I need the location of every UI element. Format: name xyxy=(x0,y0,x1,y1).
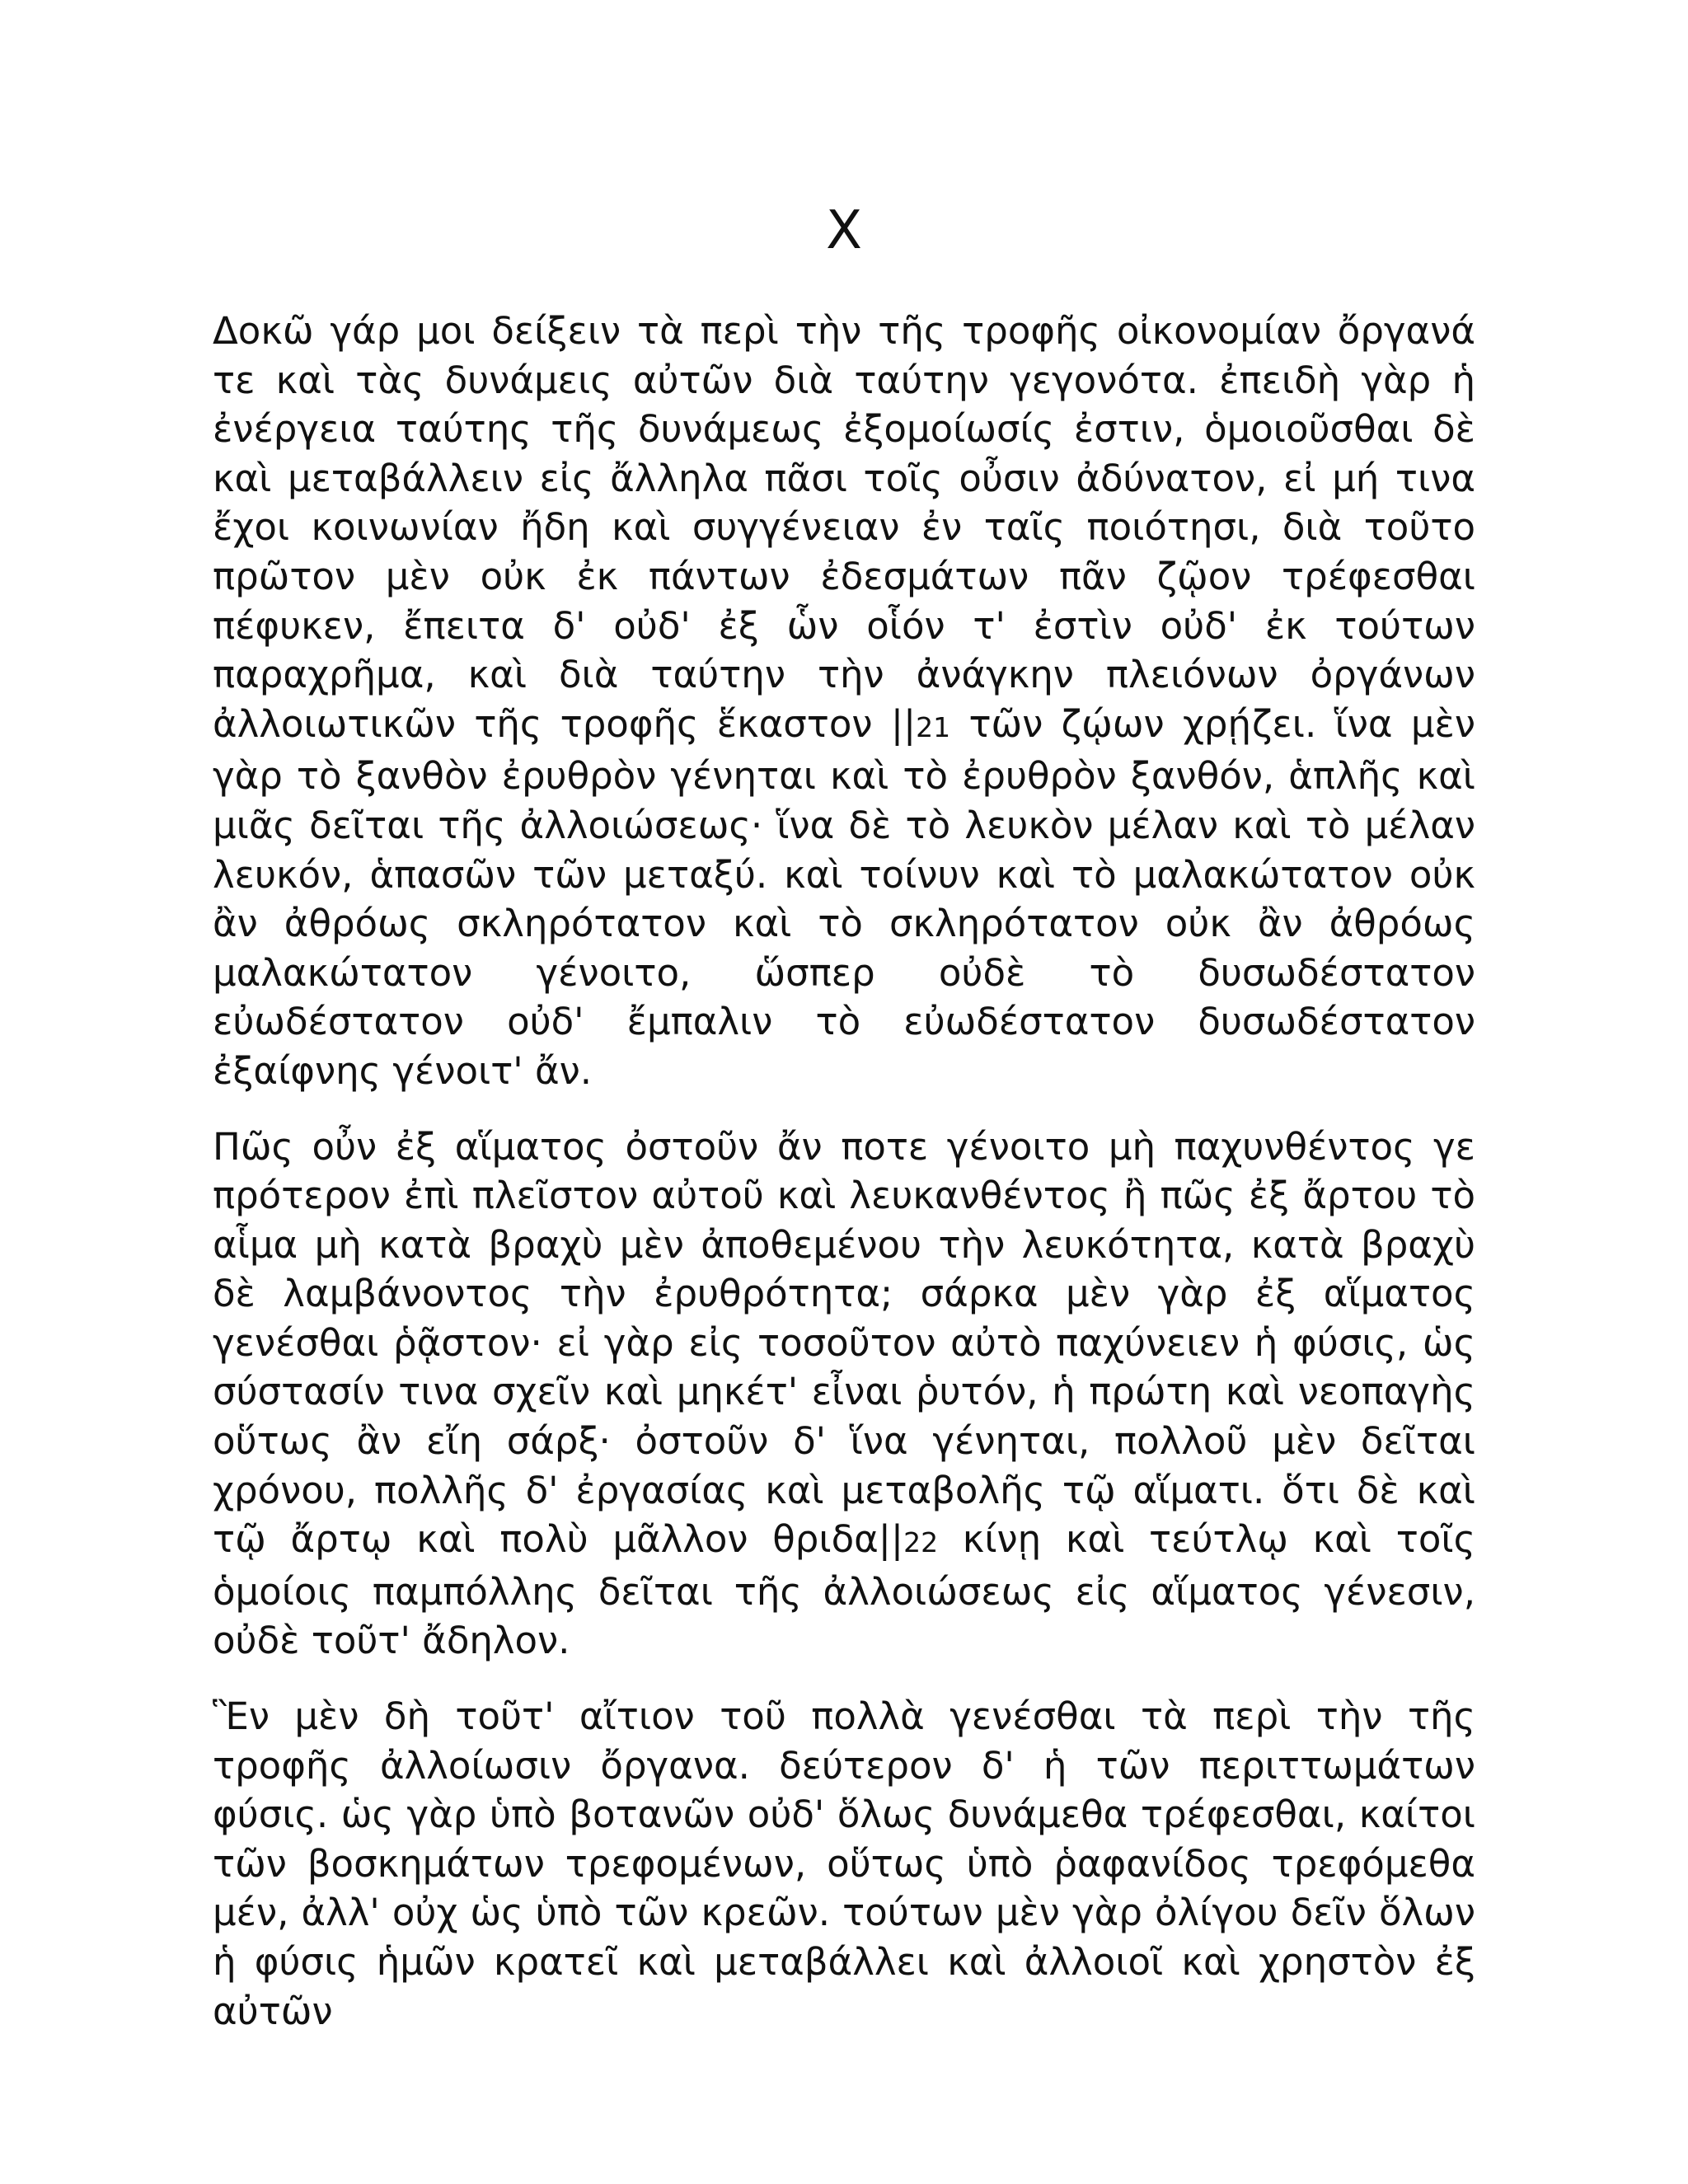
chapter-heading: X xyxy=(826,200,862,261)
page-marker-22: 22 xyxy=(903,1526,939,1559)
paragraph-3 xyxy=(213,1692,1475,2039)
paragraph-1-text-b: τῶν ζῴων χρῄζει. ἵνα μὲν γὰρ τὸ ξανθὸν ἐρυθρὸν γένηται καὶ τὸ ἐρυθρὸν ξανθόν, ἁπλῆς καὶ μιᾶς δεῖται τῆς ἀλλοιώσεως· ἵνα δὲ τὸ λευκὸν μέλαν καὶ τὸ μέλαν λευκόν, ἁπασῶν τῶν μεταξύ. καὶ τοίνυν καὶ τὸ μαλακώτατον οὐκ ἂν ἀθρόως σκληρότατον καὶ τὸ σκληρότατον οὐκ ἂν ἀθρόως μαλακώτατον γένοιτο, ὥσπερ οὐδὲ τὸ δυσωδέστατον εὐωδέστατον οὐδ' ἔμπαλιν τὸ εὐωδέστατον δυσωδέστατον ἐξαίφνης γένοιτ' ἄν. xyxy=(213,701,1475,1093)
paragraph-2-text-a: Πῶς οὖν ἐξ αἵματος ὀστοῦν ἄν ποτε γένοιτο μὴ παχυνθέντος γε πρότερον ἐπὶ πλεῖστον αὐτοῦ καὶ λευκανθέντος ἢ πῶς ἐξ ἄρτου τὸ αἷμα μὴ κατὰ βραχὺ μὲν ἀποθεμένου τὴν λευκότητα, κατὰ βραχὺ δὲ λαμβάνοντος τὴν ἐρυθρότητα; σάρκα μὲν γὰρ ἐξ αἵματος γενέσθαι ῥᾷστον· εἰ γὰρ εἰς τοσοῦτον αὐτὸ παχύνειεν ἡ φύσις, ὡς σύστασίν τινα σχεῖν καὶ μηκέτ' εἶναι ῥυτόν, ἡ πρώτη καὶ νεοπαγὴς οὕτως ἂν εἴη σάρξ· ὀστοῦν δ' ἵνα γένηται, πολλοῦ μὲν δεῖται χρόνου, πολλῆς δ' ἐργασίας καὶ μεταβολῆς τῷ αἵματι. ὅτι δὲ καὶ τῷ ἄρτῳ καὶ πολὺ μᾶλλον θριδα|| xyxy=(213,1124,1475,1562)
paragraph-1-text-a: Δοκῶ γάρ μοι δείξειν τὰ περὶ τὴν τῆς τροφῆς οἰκονομίαν ὄργανά τε καὶ τὰς δυνάμεις αὐτῶν διὰ ταύτην γεγονότα. ἐπειδὴ γὰρ ἡ ἐνέργεια ταύτης τῆς δυνάμεως ἐξομοίωσίς ἐστιν, ὁμοιοῦσθαι δὲ καὶ μεταβάλλειν εἰς ἄλληλα πᾶσι τοῖς οὖσιν ἀδύνατον, εἰ μή τινα ἔχοι κοινωνίαν ἤδη καὶ συγγένειαν ἐν ταῖς ποιότησι, διὰ τοῦτο πρῶτον μὲν οὐκ ἐκ πάντων ἐδεσμάτων πᾶν ζῷον τρέφεσθαι πέφυκεν, ἔπειτα δ' οὐδ' ἐξ ὧν οἷόν τ' ἐστὶν οὐδ' ἐκ τούτων παραχρῆμα, καὶ διὰ ταύτην τὴν ἀνάγκην πλειόνων ὀργάνων ἀλλοιωτικῶν τῆς τροφῆς ἕκαστον || xyxy=(213,309,1475,746)
paragraph-2 xyxy=(213,1122,1475,1666)
document-page xyxy=(213,198,1475,2065)
page-marker-21: 21 xyxy=(916,710,951,743)
paragraph-3-text-a: Ἓν μὲν δὴ τοῦτ' αἴτιον τοῦ πολλὰ γενέσθαι τὰ περὶ τὴν τῆς τροφῆς ἀλλοίωσιν ὄργανα. δεύτερον δ' ἡ τῶν περιττωμάτων φύσις. ὡς γὰρ ὑπὸ βοτανῶν οὐδ' ὅλως δυνάμεθα τρέφεσθαι, καίτοι τῶν βοσκημάτων τρεφομένων, οὕτως ὑπὸ ῥαφανίδος τρεφόμεθα μέν, ἀλλ' οὐχ ὡς ὑπὸ τῶν κρεῶν. τούτων μὲν γὰρ ὀλίγου δεῖν ὅλων ἡ φύσις ἡμῶν κρατεῖ καὶ μεταβάλλει καὶ ἀλλοιοῖ καὶ χρηστὸν ἐξ αὐτῶν xyxy=(213,1694,1475,2033)
paragraph-1 xyxy=(213,307,1475,1096)
paragraph-2-text-b: κίνῃ καὶ τεύτλῳ καὶ τοῖς ὁμοίοις παμπόλλης δεῖται τῆς ἀλλοιώσεως εἰς αἵματος γένεσιν, οὐδὲ τοῦτ' ἄδηλον. xyxy=(213,1517,1475,1663)
